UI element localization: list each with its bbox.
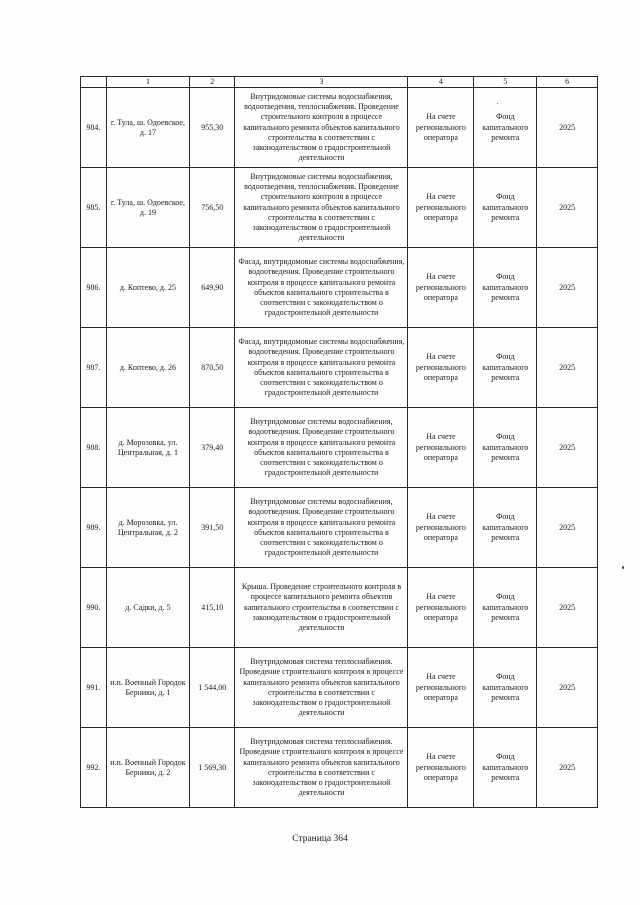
cell-source: Фонд капитального ремонта	[474, 648, 537, 728]
table-row	[81, 568, 598, 648]
cell-work: Фасад, внутридомовые системы водоснабжения, водоотведения. Проведение строительного контроля в процессе капитального ремонта объектов капитального строительства в соответствии с законодательством о градостроительной деятельности	[235, 328, 408, 408]
cell-num: 984.	[81, 88, 107, 168]
table-row	[81, 168, 598, 248]
column-header-1: 1	[106, 77, 189, 88]
column-header-2: 2	[190, 77, 235, 88]
table-row	[81, 248, 598, 328]
cell-funding: На счете регионального оператора	[408, 88, 474, 168]
cell-funding: На счете регионального оператора	[408, 328, 474, 408]
cell-year: 2025	[537, 488, 598, 568]
cell-year: 2025	[537, 568, 598, 648]
cell-source: Фонд капитального ремонта	[474, 168, 537, 248]
column-header-4: 4	[408, 77, 474, 88]
column-header-5: 5	[474, 77, 537, 88]
cell-area: 870,50	[190, 328, 235, 408]
cell-work: Внутридомовая система теплоснабжения. Проведение строительного контроля в процессе капитального ремонта объектов капитального строительства в соответствии с законодательством о градостроительной деятельности	[235, 648, 408, 728]
cell-address: г. Тула, ш. Одоевское, д. 19	[106, 168, 189, 248]
cell-num: 991.	[81, 648, 107, 728]
cell-year: 2025	[537, 648, 598, 728]
cell-area: 1 544,00	[190, 648, 235, 728]
cell-num: 988.	[81, 408, 107, 488]
cell-source: Фонд капитального ремонта	[474, 88, 537, 168]
cell-num: 990.	[81, 568, 107, 648]
table-row	[81, 88, 598, 168]
cell-address: д. Морозовка, ул. Центральная, д. 1	[106, 408, 189, 488]
cell-year: 2025	[537, 248, 598, 328]
cell-address: д. Коптево, д. 25	[106, 248, 189, 328]
cell-funding: На счете регионального оператора	[408, 168, 474, 248]
cell-work: Крыша. Проведение строительного контроля в процессе капитального ремонта объектов капитального строительства в соответствии с законодательством о градостроительной деятельности	[235, 568, 408, 648]
cell-year: 2025	[537, 728, 598, 808]
cell-year: 2025	[537, 328, 598, 408]
cell-source: Фонд капитального ремонта	[474, 488, 537, 568]
cell-area: 415,10	[190, 568, 235, 648]
cell-address: н.п. Военный Городок Берники, д. 2	[106, 728, 189, 808]
cell-source: Фонд капитального ремонта	[474, 568, 537, 648]
table-row	[81, 648, 598, 728]
cell-address: д. Садки, д. 5	[106, 568, 189, 648]
table-body	[81, 88, 598, 808]
cell-area: 649,90	[190, 248, 235, 328]
cell-work: Внутридомовые системы водоснабжения, водоотведения. Проведение строительного контроля в процессе капитального ремонта объектов капитального строительства в соответствии с законодательством о градостроительной деятельности	[235, 408, 408, 488]
cell-funding: На счете регионального оператора	[408, 728, 474, 808]
scan-speck	[497, 103, 498, 104]
cell-work: Внутридомовые системы водоснабжения, водоотведения, теплоснабжения. Проведение строительного контроля в процессе капитального ремонта объектов капитального строительства в соответствии с законодательством о градостроительной деятельности	[235, 88, 408, 168]
cell-area: 1 569,30	[190, 728, 235, 808]
column-header-0	[81, 77, 107, 88]
capital-repair-table	[80, 76, 598, 808]
header-row	[81, 77, 598, 88]
cell-year: 2025	[537, 88, 598, 168]
cell-source: Фонд капитального ремонта	[474, 728, 537, 808]
cell-year: 2025	[537, 168, 598, 248]
cell-num: 992.	[81, 728, 107, 808]
cell-source: Фонд капитального ремонта	[474, 408, 537, 488]
cell-area: 756,50	[190, 168, 235, 248]
table-row	[81, 728, 598, 808]
cell-funding: На счете регионального оператора	[408, 568, 474, 648]
cell-address: д. Коптево, д. 26	[106, 328, 189, 408]
cell-num: 985.	[81, 168, 107, 248]
cell-work: Внутридомовая система теплоснабжения. Проведение строительного контроля в процессе капитального ремонта объектов капитального строительства в соответствии с законодательством о градостроительной деятельности	[235, 728, 408, 808]
column-header-3: 3	[235, 77, 408, 88]
cell-address: н.п. Военный Городок Берники, д. 1	[106, 648, 189, 728]
cell-work: Внутридомовые системы водоснабжения, водоотведения, теплоснабжения. Проведение строительного контроля в процессе капитального ремонта объектов капитального строительства в соответствии с законодательством о градостроительной деятельности	[235, 168, 408, 248]
cell-address: г. Тула, ш. Одоевское, д. 17	[106, 88, 189, 168]
cell-area: 955,30	[190, 88, 235, 168]
cell-funding: На счете регионального оператора	[408, 248, 474, 328]
cell-area: 379,40	[190, 408, 235, 488]
table-row	[81, 328, 598, 408]
column-header-6: 6	[537, 77, 598, 88]
cell-num: 987.	[81, 328, 107, 408]
cell-source: Фонд капитального ремонта	[474, 248, 537, 328]
page-number: Страница 364	[292, 834, 348, 844]
cell-funding: На счете регионального оператора	[408, 408, 474, 488]
cell-work: Фасад, внутридомовые системы водоснабжения, водоотведения. Проведение строительного контроля в процессе капитального ремонта объектов капитального строительства в соответствии с законодательством о градостроительной деятельности	[235, 248, 408, 328]
cell-num: 989.	[81, 488, 107, 568]
cell-num: 986.	[81, 248, 107, 328]
cell-area: 391,50	[190, 488, 235, 568]
cell-work: Внутридомовые системы водоснабжения, водоотведения. Проведение строительного контроля в процессе капитального ремонта объектов капитального строительства в соответствии с законодательством о градостроительной деятельности	[235, 488, 408, 568]
cell-funding: На счете регионального оператора	[408, 488, 474, 568]
cell-funding: На счете регионального оператора	[408, 648, 474, 728]
cell-address: д. Морозовка, ул. Центральная, д. 2	[106, 488, 189, 568]
cell-year: 2025	[537, 408, 598, 488]
cell-source: Фонд капитального ремонта	[474, 328, 537, 408]
scan-speck	[622, 566, 624, 569]
table-row	[81, 488, 598, 568]
table-row	[81, 408, 598, 488]
